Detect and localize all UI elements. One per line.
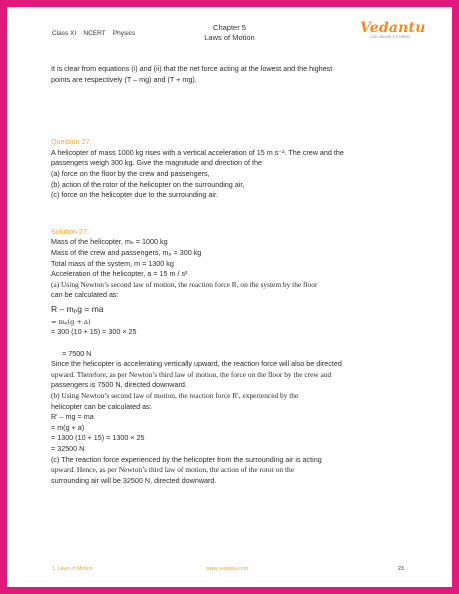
question-line-2: passengers weigh 300 kg. Give the magnitude and direction of the	[51, 158, 262, 168]
solution-para-line-1: Since the helicopter is accelerating vertically upward, the reaction force will also be directed	[51, 359, 342, 369]
equation-rotor-substituted: = 1300 (10 + 15) = 1300 × 25	[51, 433, 145, 443]
solution-c-line-1: (c) The reaction force experienced by the helicopter from the surrounding air is acting	[51, 454, 322, 464]
equation-reaction-floor: R – mₚg = ma	[51, 303, 104, 314]
equation-rotor-result: = 32500 N	[51, 444, 85, 454]
footer-page-number: 23	[398, 566, 404, 572]
solution-heading: Solution 27:	[51, 226, 89, 236]
chapter-number: Chapter 5	[213, 23, 246, 32]
equation-rotor: R′ – mg = ma	[51, 412, 94, 422]
solution-mass-helicopter: Mass of the helicopter, mₕ = 1000 kg	[51, 237, 168, 247]
equation-reaction-substituted: = 300 (10 + 15) = 300 × 25	[51, 327, 137, 337]
solution-c-line-3: surrounding air will be 32500 N, directed downward.	[51, 475, 217, 485]
question-line-1: A helicopter of mass 1000 kg rises with a vertical acceleration of 15 m s⁻². The crew and the	[51, 147, 344, 157]
solution-b-line-1: (b) Using Newton’s second law of motion, the reaction force R′, experienced by the	[51, 391, 299, 401]
solution-para-line-3: passengers is 7500 N, directed downward.	[51, 380, 187, 390]
solution-mass-crew: Mass of the crew and passengers, mₚ = 300 kg	[51, 247, 202, 257]
header-course-info: Class XI NCERT Physics	[52, 30, 136, 37]
question-heading: Question 27:	[51, 137, 92, 147]
solution-a-line-2: can be calculated as:	[51, 290, 119, 300]
solution-a-line-1: (a) Using Newton’s second law of motion, the reaction force R, on the system by the floor	[51, 279, 318, 289]
intro-line-1: It is clear from equations (i) and (ii) that the net force acting at the lowest and the highest	[51, 64, 333, 73]
solution-acceleration: Acceleration of the helicopter, a = 15 m / s²	[51, 269, 188, 279]
equation-reaction-expanded: = mₚ(g + a)	[51, 317, 91, 326]
solution-b-line-2: helicopter can be calculated as:	[51, 401, 152, 411]
equation-rotor-expanded: = m(g + a)	[51, 422, 85, 432]
intro-line-2: points are respectively (T – mg) and (T + mg).	[51, 74, 197, 84]
solution-total-mass: Total mass of the system, m = 1300 kg	[51, 258, 174, 268]
question-part-c: (c) force on the helicopter due to the surrounding air.	[51, 190, 219, 200]
vedantu-logo	[360, 20, 426, 39]
question-part-a: (a) force on the floor by the crew and passengers,	[51, 168, 210, 178]
page-content	[51, 64, 407, 486]
footer-website-link[interactable]: www.vedantu.com	[206, 566, 249, 572]
question-part-b: (b) action of the rotor of the helicopter on the surrounding air,	[51, 179, 245, 189]
logo-wordmark: Vedantu	[360, 20, 426, 36]
equation-reaction-result: = 7500 N	[62, 348, 92, 358]
solution-c-line-2: upward. Hence, as per Newton’s third law of motion, the action of the rotor on the	[51, 465, 295, 475]
solution-para-line-2: upward. Therefore, as per Newton’s third law of motion, the force on the floor by the crew and	[51, 369, 332, 379]
chapter-title: Laws of Motion	[204, 32, 255, 42]
footer-chapter: 1. Laws of Motion	[52, 566, 93, 572]
logo-tagline: LIVE ONLINE TUTORING	[369, 35, 411, 39]
